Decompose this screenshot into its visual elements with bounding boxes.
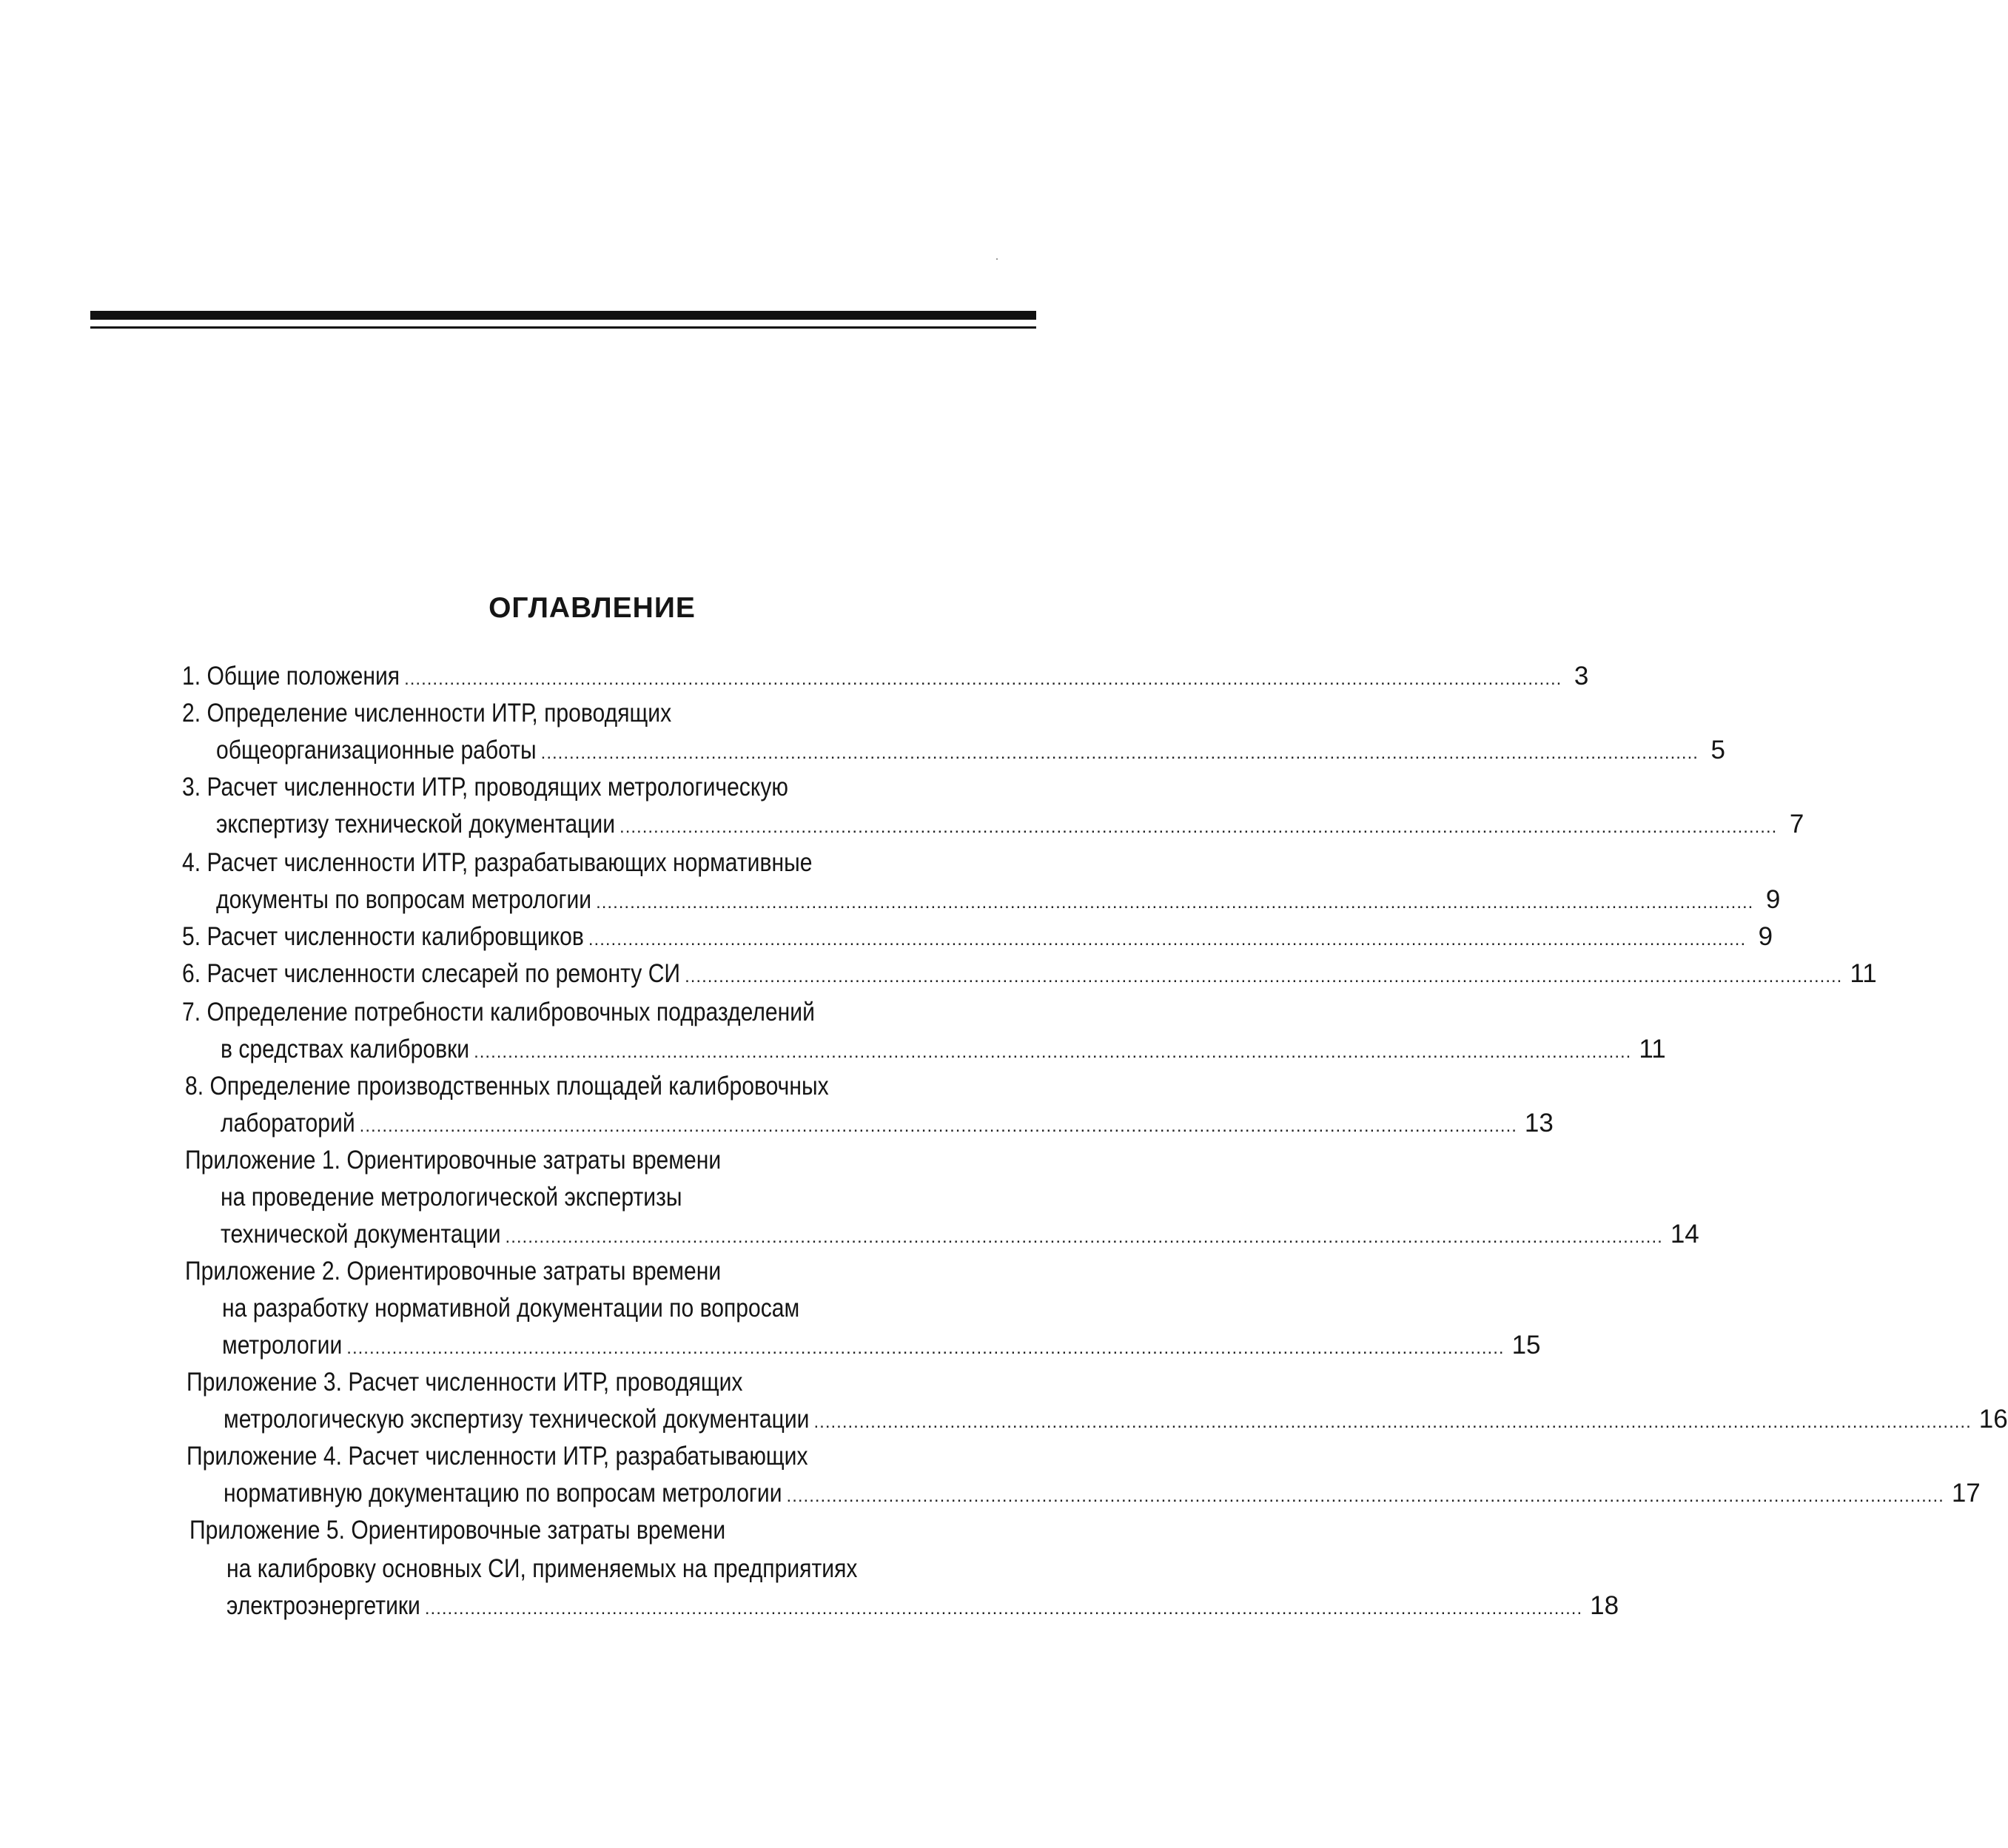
toc-page-number: 15 [1511,1331,1541,1360]
toc-page-number: 17 [1951,1479,1981,1508]
dot-leader: ............................................................................................................................................................................................................ [505,1227,1663,1247]
toc-page-number: 18 [1590,1591,1619,1620]
toc-entry-line [185,1144,721,1177]
toc-page-number: 11 [1850,959,1877,988]
toc-entry-text: электроэнергетики [226,1591,420,1620]
toc-entry-text: на проведение метрологической экспертизы [221,1183,682,1212]
toc-title: ОГЛАВЛЕНИЕ [488,592,696,624]
toc-page-number: 13 [1524,1109,1554,1138]
toc-page-number: 9 [1765,885,1781,914]
dot-leader: ............................................................................................................................................................................................................ [786,1486,1944,1506]
toc-entry-line [182,996,815,1029]
toc-entry-text: метрологии [222,1331,343,1360]
toc-entry-text: на разработку нормативной документации по вопросам [222,1294,800,1323]
dot-leader: ............................................................................................................................................................................................................ [404,669,1562,689]
toc-page-number: 7 [1789,810,1804,839]
toc-entry-line [182,771,788,804]
dot-leader: ............................................................................................................................................................................................................ [588,930,1747,950]
toc-entry-text: 7. Определение потребности калибровочных подразделений [182,998,815,1027]
toc-entry-line [182,697,671,730]
toc-entry-text: 8. Определение производственных площадей калибровочных [185,1072,829,1101]
dot-leader: ............................................................................................................................................................................................................ [619,817,1778,837]
toc-entry-text: Приложение 5. Ориентировочные затраты времени [189,1516,726,1545]
toc-entry-text: нормативную документацию по вопросам метрологии [224,1479,782,1508]
toc-entry-text: экспертизу технической документации [216,810,616,839]
toc-page-number: 3 [1574,662,1589,691]
toc-entry-text: на калибровку основных СИ, применяемых на предприятиях [226,1554,858,1583]
toc-entry-line-final [221,1218,1699,1251]
toc-entry-text: в средствах калибровки [221,1035,470,1064]
dot-leader: ............................................................................................................................................................................................................ [424,1599,1583,1619]
toc-entry-line-final [182,660,1589,693]
dot-leader: ............................................................................................................................................................................................................ [596,893,1754,913]
toc-entry-text: документы по вопросам метрологии [216,885,592,914]
toc-entry-line [185,1070,829,1103]
toc-entry-line-final [216,734,1725,767]
toc-entry-line-final [216,884,1781,916]
toc-entry-text: 1. Общие положения [182,662,400,691]
toc-entry-line-final [221,1033,1666,1066]
toc-entry-text: Приложение 1. Ориентировочные затраты времени [185,1146,722,1175]
toc-entry-line [185,1255,721,1288]
toc-entry-text: 5. Расчет численности калибровщиков [182,922,584,951]
toc-page-number: 11 [1639,1035,1666,1064]
toc-entry-line [189,1514,725,1547]
toc-page-number: 5 [1710,736,1725,765]
dot-leader: ............................................................................................................................................................................................................ [474,1042,1632,1062]
toc-entry-line [187,1440,808,1473]
dot-leader: ............................................................................................................................................................................................................ [685,967,1843,987]
toc-entry-line-final [182,958,1877,990]
toc-entry-text: лабораторий [221,1109,355,1138]
toc-entry-text: 4. Расчет численности ИТР, разрабатывающих нормативные [182,848,813,877]
toc-entry-text: Приложение 4. Расчет численности ИТР, разрабатывающих [187,1442,808,1471]
toc-entry-text: 3. Расчет численности ИТР, проводящих метрологическую [182,773,789,802]
toc-entry-line-final [221,1107,1554,1140]
toc-page-number: 14 [1670,1220,1699,1249]
toc-entry-line-final [226,1590,1619,1622]
toc-page-number: 16 [1978,1405,2008,1434]
toc-entry-line-final [182,921,1773,953]
dot-leader: ............................................................................................................................................................................................................ [359,1116,1517,1136]
toc-entry-line [221,1181,682,1214]
toc-entry-line-final [216,808,1804,841]
toc-entry-text: технической документации [221,1220,501,1249]
dot-leader: ............................................................................................................................................................................................................ [346,1338,1505,1358]
toc-entry-text: Приложение 2. Ориентировочные затраты времени [185,1257,722,1286]
toc-entry-line-final [224,1403,2008,1436]
toc-entry-line [182,847,812,879]
dot-leader: ............................................................................................................................................................................................................ [540,743,1699,763]
toc-entry-line [222,1292,799,1325]
toc-entry-text: 2. Определение численности ИТР, проводящих [182,699,672,728]
toc-entry-line-final [222,1329,1541,1362]
toc-entry-text: Приложение 3. Расчет численности ИТР, проводящих [187,1368,743,1397]
toc-page-number: 9 [1758,922,1773,951]
toc-entry-line [226,1553,857,1585]
toc-entry-text: метрологическую экспертизу технической документации [224,1405,810,1434]
dot-leader: ............................................................................................................................................................................................................ [813,1412,1972,1432]
toc-entry-text: 6. Расчет численности слесарей по ремонту СИ [182,959,681,988]
toc-entry-line [187,1366,742,1399]
toc-entry-text: общеорганизационные работы [216,736,537,765]
toc-entry-line-final [224,1477,1981,1510]
